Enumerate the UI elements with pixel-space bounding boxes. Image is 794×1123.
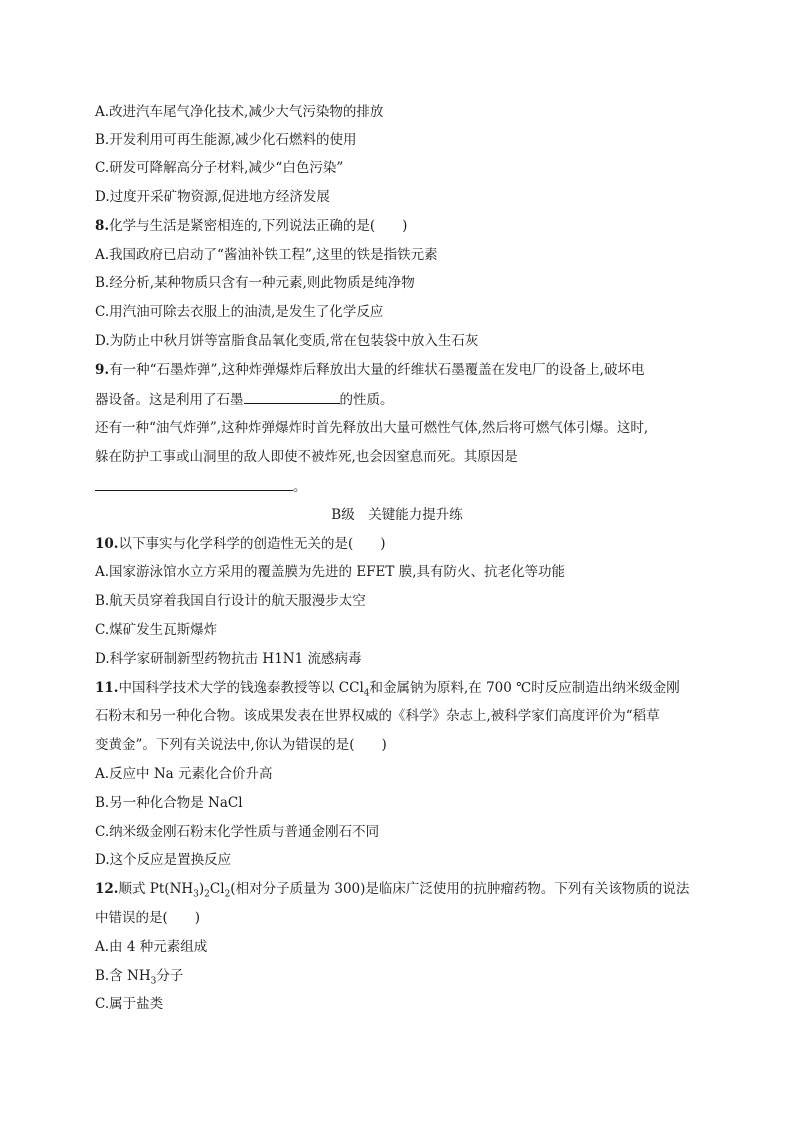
- q12-option-b-pre: B.含 NH: [95, 968, 151, 984]
- q11-line-1: [95, 678, 709, 698]
- q8-number: 8.: [95, 218, 110, 234]
- q11-option-d: D.这个反应是置换反应: [95, 852, 232, 868]
- q9-line-1-text: 有一种“石墨炸弹”,这种炸弹爆炸后释放出大量的纤维状石墨覆盖在发电厂的设备上,破坏电: [109, 362, 645, 378]
- q8-stem-text: 化学与生活是紧密相连的,下列说法正确的是( ): [109, 218, 408, 234]
- q9-line-5: [95, 476, 709, 497]
- q8-stem: [95, 216, 709, 236]
- q9-line-5-post: 。: [293, 479, 307, 495]
- q10-option-b: B.航天员穿着我国自行设计的航天服漫步太空: [95, 593, 366, 609]
- q10-option-c: C.煤矿发生瓦斯爆炸: [95, 622, 218, 638]
- q12-line-1-rest: (相对分子质量为 300)是临床广泛使用的抗肿瘤药物。下列有关该物质的说法: [230, 881, 690, 897]
- q11-line-3: 变黄金”。下列有关说法中,你认为错误的是( ): [95, 737, 387, 753]
- q11-option-a: A.反应中 Na 元素化合价升高: [95, 766, 273, 782]
- q12-line-1: [95, 879, 709, 899]
- q11-option-b: B.另一种化合物是 NaCl: [95, 795, 243, 811]
- q11-line-1-pre: 中国科学技术大学的钱逸泰教授等以 CCl: [118, 680, 364, 696]
- q12-subscript-3: 2: [224, 889, 231, 900]
- q12-option-c: C.属于盐类: [95, 996, 164, 1012]
- q9-number: 9.: [95, 362, 110, 378]
- q11-subscript: 4: [363, 688, 370, 699]
- q12-option-b-subscript: 3: [150, 976, 157, 987]
- q10-option-d: D.科学家研制新型药物抗击 H1N1 流感病毒: [95, 651, 362, 667]
- q12-option-b-post: 分子: [156, 968, 184, 984]
- q12-number: 12.: [95, 881, 119, 897]
- q12-option-b: [95, 966, 709, 986]
- q9-line-2-pre: 器设备。这是利用了石墨: [95, 392, 244, 408]
- q8-option-a: A.我国政府已启动了“酱油补铁工程”,这里的铁是指铁元素: [95, 247, 438, 263]
- q9-blank-2: [95, 476, 293, 491]
- q9-blank-1: [244, 389, 340, 404]
- q12-option-a: A.由 4 种元素组成: [95, 939, 208, 955]
- q12-formula-a: 顺式 Pt(NH: [118, 881, 194, 897]
- q9-line-1: [95, 360, 709, 380]
- q7-option-b: B.开发利用可再生能源,减少化石燃料的使用: [95, 132, 357, 148]
- q7-option-a: A.改进汽车尾气净化技术,减少大气污染物的排放: [95, 104, 384, 120]
- q8-option-b: B.经分析,某种物质只含有一种元素,则此物质是纯净物: [95, 275, 415, 291]
- q11-line-2: 石粉末和另一种化合物。该成果发表在世界权威的《科学》杂志上,被科学家们高度评价为“稻草: [95, 708, 660, 724]
- q10-stem-text: 以下事实与化学科学的创造性无关的是( ): [118, 536, 386, 552]
- q10-option-a: A.国家游泳馆水立方采用的覆盖膜为先进的 EFET 膜,具有防火、抗老化等功能: [95, 564, 565, 580]
- q12-formula-c: Cl: [209, 881, 225, 897]
- q10-stem: [95, 534, 709, 554]
- q12-subscript-2: 2: [204, 889, 210, 900]
- q12-subscript-1: 3: [193, 889, 199, 900]
- q12-formula-b: ): [198, 881, 205, 897]
- q9-line-3: 还有一种“油气炸弹”,这种炸弹爆炸时首先释放出大量可燃性气体,然后将可燃气体引爆。这时,: [95, 420, 649, 436]
- section-b-heading: B级 关键能力提升练: [331, 507, 463, 523]
- q11-number: 11.: [95, 680, 119, 696]
- q9-line-2: [95, 389, 709, 410]
- q9-line-2-post: 的性质。: [339, 392, 394, 408]
- q7-option-c: C.研发可降解高分子材料,减少“白色污染”: [95, 160, 344, 176]
- q12-line-2: 中错误的是( ): [95, 910, 201, 926]
- q7-option-d: D.过度开采矿物资源,促进地方经济发展: [95, 189, 330, 205]
- q8-option-d: D.为防止中秋月饼等富脂食品氧化变质,常在包装袋中放入生石灰: [95, 333, 479, 349]
- q8-option-c: C.用汽油可除去衣服上的油渍,是发生了化学反应: [95, 304, 384, 320]
- q10-number: 10.: [95, 536, 119, 552]
- q9-line-4: 躲在防护工事或山洞里的敌人即使不被炸死,也会因窒息而死。其原因是: [95, 449, 518, 465]
- q11-line-1-post: 和金属钠为原料,在 700 ℃时反应制造出纳米级金刚: [369, 680, 680, 696]
- q11-option-c: C.纳米级金刚石粉末化学性质与普通金刚石不同: [95, 824, 380, 840]
